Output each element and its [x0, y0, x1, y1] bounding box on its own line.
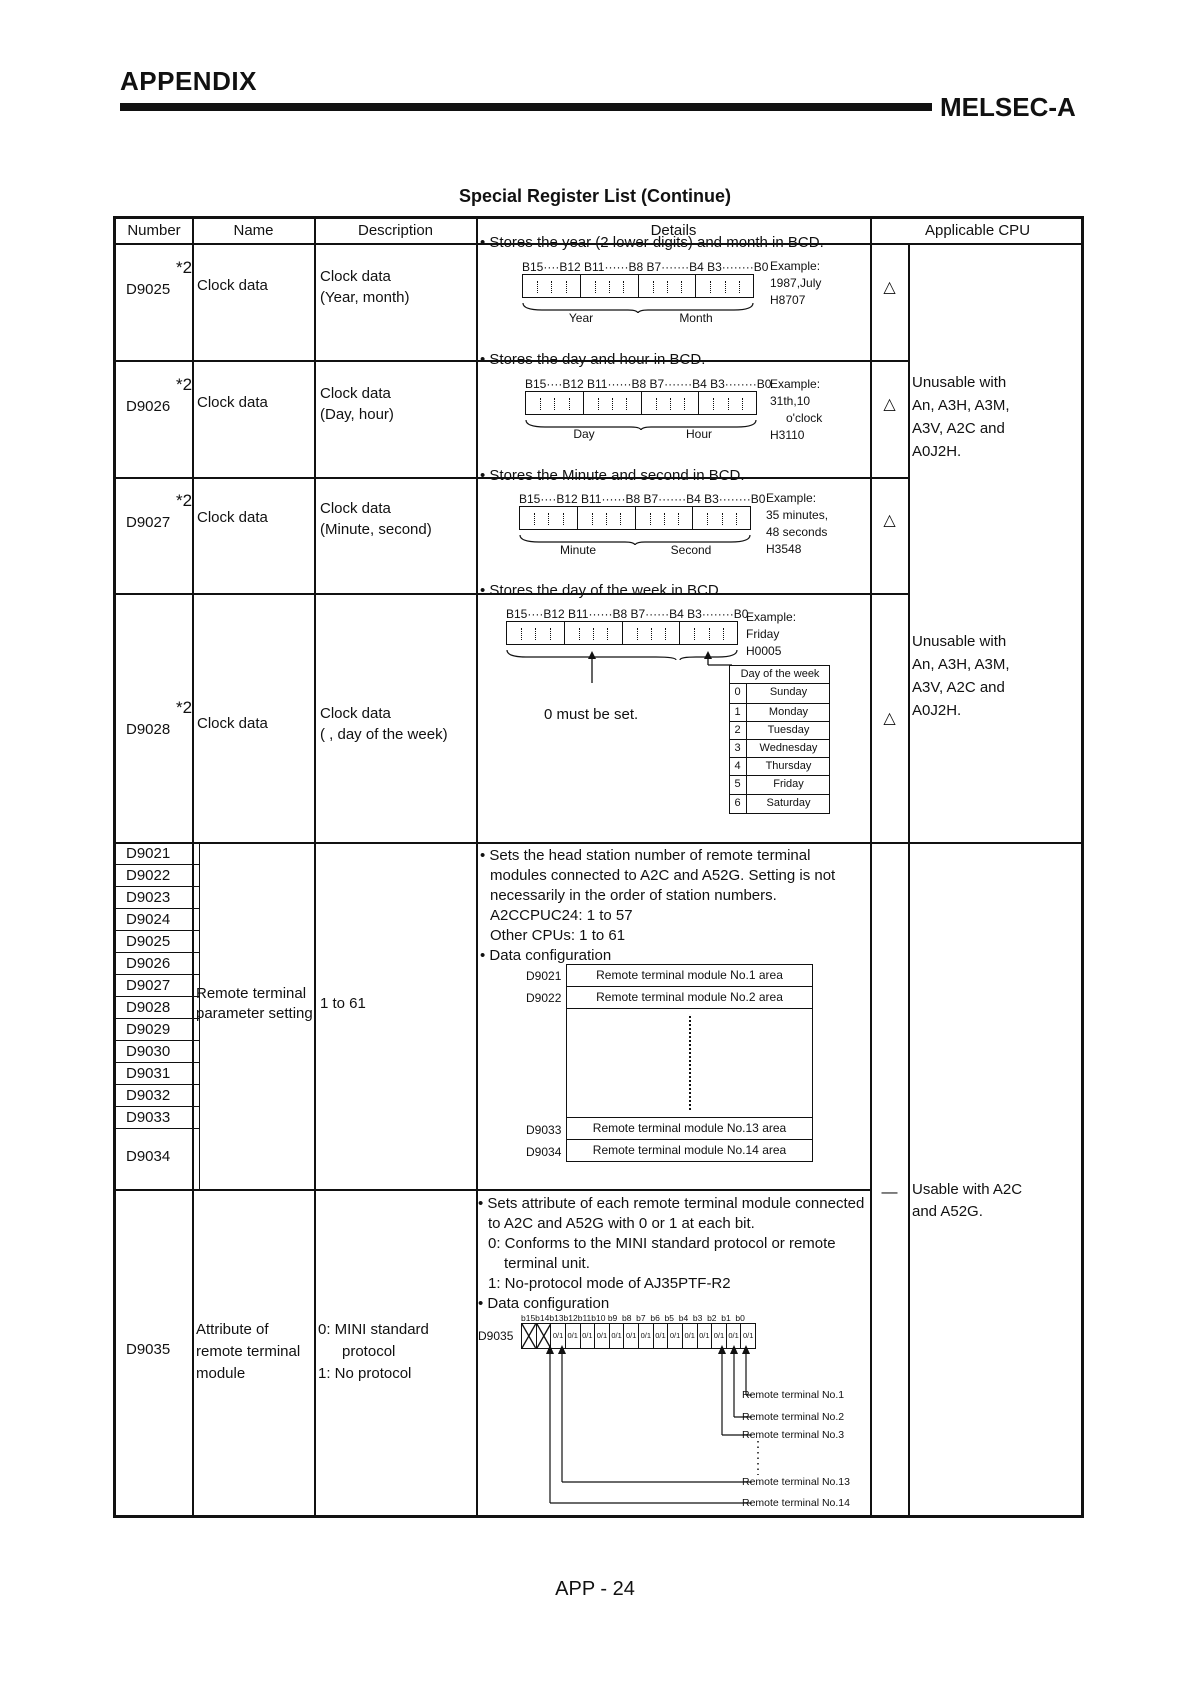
example-value: o'clock [786, 411, 823, 425]
register-number: D9029 [115, 1018, 200, 1041]
bit-cell: 0/1 [595, 1324, 610, 1348]
col-header-number: Number [127, 222, 181, 239]
example-value: 31th,10 [770, 394, 811, 408]
page-title: Special Register List (Continue) [458, 186, 732, 206]
special-register-table [113, 216, 1084, 1518]
bit-labels: b15b14b13b12b11b10 b9 b8 b7 b6 b5 b4 b3 b2 b1 b0 [521, 1313, 745, 1323]
config-area: Remote terminal module No.2 area [566, 986, 813, 1009]
register-number: D9023 [115, 886, 200, 909]
col-header-name: Name [233, 222, 274, 239]
callout-label: Remote terminal No.14 [742, 1497, 850, 1509]
brand-title: MELSEC-A [940, 92, 1076, 122]
register-number: D9032 [115, 1084, 200, 1107]
description-line: Clock data [320, 705, 391, 722]
bit-labels: B15····B12 B11······B8 B7·······B4 B3········B0 [519, 492, 766, 506]
row-divider [116, 1189, 870, 1191]
unused-bit-cell [522, 1324, 537, 1348]
register-name: Clock data [197, 277, 268, 294]
field-label: Second [670, 543, 712, 557]
col-divider [314, 219, 316, 1515]
field-bracket [522, 300, 754, 308]
description-line: ( , day of the week) [320, 726, 448, 743]
example-label: Example: [746, 610, 797, 624]
detail-text: • Stores the day and hour in BCD. [480, 351, 706, 368]
bit-cell: 0/1 [566, 1324, 581, 1348]
register-number: D9024 [115, 908, 200, 931]
header-rule [120, 103, 932, 111]
register-number: D9031 [115, 1062, 200, 1085]
bcd-bit-field [506, 621, 738, 645]
bit-cell: 0/1 [712, 1324, 727, 1348]
bcd-bit-field [519, 506, 751, 530]
arrow-connector-icon [702, 651, 732, 671]
example-value: H3548 [766, 542, 802, 556]
example-label: Example: [766, 491, 817, 505]
description-line: (Year, month) [320, 289, 410, 306]
example-label: Example: [770, 377, 821, 391]
register-name: parameter setting [196, 1005, 313, 1022]
field-label: Minute [559, 543, 597, 557]
detail-text: • Stores the year (2 lower digits) and month in BCD. [480, 234, 824, 251]
cpu-applicability: — [881, 1184, 898, 1201]
callout-lines [536, 1345, 766, 1515]
col-header-applicable-cpu: Applicable CPU [924, 222, 1031, 239]
register-name: Clock data [197, 509, 268, 526]
list-item: 5 Friday [729, 775, 830, 793]
list-item: 3 Wednesday [729, 739, 830, 757]
config-area: Remote terminal module No.14 area [566, 1139, 813, 1162]
cpu-applicability: △ [883, 512, 896, 529]
col-divider [908, 243, 910, 1515]
bit-cell: 0/1 [742, 1331, 754, 1340]
bcd-bit-field [525, 391, 757, 415]
register-number: D9028 [126, 721, 171, 738]
description-line: Clock data [320, 385, 391, 402]
list-item: 0 Sunday [734, 686, 808, 698]
bit-cell: 0/1 [610, 1324, 625, 1348]
field-label: Year [568, 311, 594, 325]
register-number: D9028 [115, 996, 200, 1019]
register-number: D9025 [126, 281, 171, 298]
callout-label: Remote terminal No.3 [742, 1429, 845, 1441]
footnote-marker: *2 [176, 698, 193, 717]
register-number: D9027 [126, 514, 171, 531]
config-register: D9021 [526, 969, 562, 983]
register-number: D9033 [115, 1106, 200, 1129]
register-name: Clock data [197, 394, 268, 411]
col-divider [476, 219, 478, 1515]
description-text: 1 to 61 [320, 995, 366, 1012]
description-line: Clock data [320, 268, 391, 285]
register-number: D9022 [115, 864, 200, 887]
zero-note: 0 must be set. [544, 706, 639, 723]
col-header-description: Description [357, 222, 434, 239]
config-register: D9022 [526, 991, 562, 1005]
example-value: 1987,July [770, 276, 822, 290]
example-value: H3110 [770, 428, 805, 442]
bit-cell: 0/1 [683, 1324, 698, 1348]
example-value: Friday [746, 627, 780, 641]
day-of-week-header: Day of the week [740, 668, 820, 680]
detail-text: • Stores the day of the week in BCD. [480, 582, 723, 599]
register-number: D9026 [115, 952, 200, 975]
config-register: D9034 [526, 1145, 562, 1159]
register-number: D9026 [126, 398, 171, 415]
cpu-note: Unusable with An, A3H, A3M, A3V, A2C and A0J2H. [912, 633, 1010, 719]
example-value: 35 minutes, [766, 508, 829, 522]
bcd-bit-field [522, 274, 754, 298]
field-label: Day [573, 427, 595, 441]
list-item: 4 Thursday [729, 757, 830, 775]
bit-cell: 0/1 [654, 1324, 669, 1348]
description-line: Clock data [320, 500, 391, 517]
footnote-marker: *2 [176, 258, 193, 277]
col-header-details: Details [650, 222, 697, 239]
example-value: H8707 [770, 293, 806, 307]
bit-labels: B15····B12 B11······B8 B7·······B4 B3········B0 [522, 260, 769, 274]
field-bracket [519, 532, 751, 542]
cpu-applicability: △ [883, 279, 896, 296]
register-number: D9021 [115, 842, 200, 865]
config-area: Remote terminal module No.1 area [566, 964, 813, 987]
cpu-note: Usable with A2C and A52G. [912, 1181, 1023, 1220]
list-item: 1 Monday [729, 703, 830, 721]
config-register: D9035 [478, 1329, 514, 1343]
callout-label: Remote terminal No.1 [742, 1389, 845, 1401]
register-name: Attribute of remote terminal module [196, 1321, 301, 1382]
config-gap [566, 1008, 813, 1118]
register-number: D9030 [115, 1040, 200, 1063]
footnote-marker: *2 [176, 491, 193, 510]
field-bracket [525, 417, 757, 427]
row-divider [116, 842, 1084, 844]
bit-labels: B15····B12 B11······B8 B7·······B4 B3········B0 [525, 377, 772, 391]
cpu-applicability: △ [883, 710, 896, 727]
register-number: D9027 [115, 974, 200, 997]
bit-cell: 0/1 [581, 1324, 596, 1348]
register-name: Remote terminal [196, 985, 307, 1002]
section-title: APPENDIX [120, 66, 257, 96]
callout-label: Remote terminal No.2 [742, 1411, 845, 1423]
bit-cell: 0/1 [551, 1324, 566, 1348]
detail-text: • Stores the Minute and second in BCD. [480, 467, 745, 484]
detail-text: • Sets the head station number of remote terminal modules connected to A2C and A52G. Setting is not necessarily in the order of station numbers. A2CCPUC24: 1 to 57 Other CPUs: 1 to 61 • Data configuration [480, 847, 836, 964]
bit-labels: B15····B12 B11······B8 B7······B4 B3········B0 [506, 607, 749, 621]
field-label: Month [679, 311, 713, 325]
field-label: Hour [685, 427, 712, 441]
cpu-applicability: △ [883, 396, 896, 413]
register-name: Clock data [197, 715, 268, 732]
description-text: 0: MINI standard protocol 1: No protocol [318, 1321, 429, 1382]
example-value: H0005 [746, 644, 782, 658]
register-number: D9025 [115, 930, 200, 953]
page-number: APP - 24 [555, 1578, 635, 1600]
example-label: Example: [770, 259, 821, 273]
list-item: 6 Saturday [729, 794, 830, 812]
register-number: D9034 [115, 1128, 200, 1190]
description-line: (Minute, second) [320, 521, 432, 538]
bit-cell: 0/1 [727, 1324, 742, 1348]
register-number: D9035 [126, 1341, 171, 1358]
config-area: Remote terminal module No.13 area [566, 1117, 813, 1140]
bit-cell: 0/1 [668, 1324, 683, 1348]
description-line: (Day, hour) [320, 406, 394, 423]
footnote-marker: *2 [176, 375, 193, 394]
callout-label: Remote terminal No.13 [742, 1476, 850, 1488]
bit-cell: 0/1 [639, 1324, 654, 1348]
detail-text: • Sets attribute of each remote terminal module connected to A2C and A52G with 0 or 1 at each bit. 0: Conforms to the MINI standard protocol or remote terminal unit. 1: No-protocol mode of AJ35PTF-R2 • Data configuration [478, 1195, 865, 1312]
example-value: 48 seconds [766, 525, 828, 539]
bit-cell: 0/1 [698, 1324, 713, 1348]
list-item: 2 Tuesday [729, 721, 830, 739]
bit-cell: 0/1 [624, 1324, 639, 1348]
config-register: D9033 [526, 1123, 562, 1137]
up-arrow-icon [582, 651, 602, 683]
cpu-note: Unusable with An, A3H, A3M, A3V, A2C and A0J2H. [912, 374, 1010, 460]
